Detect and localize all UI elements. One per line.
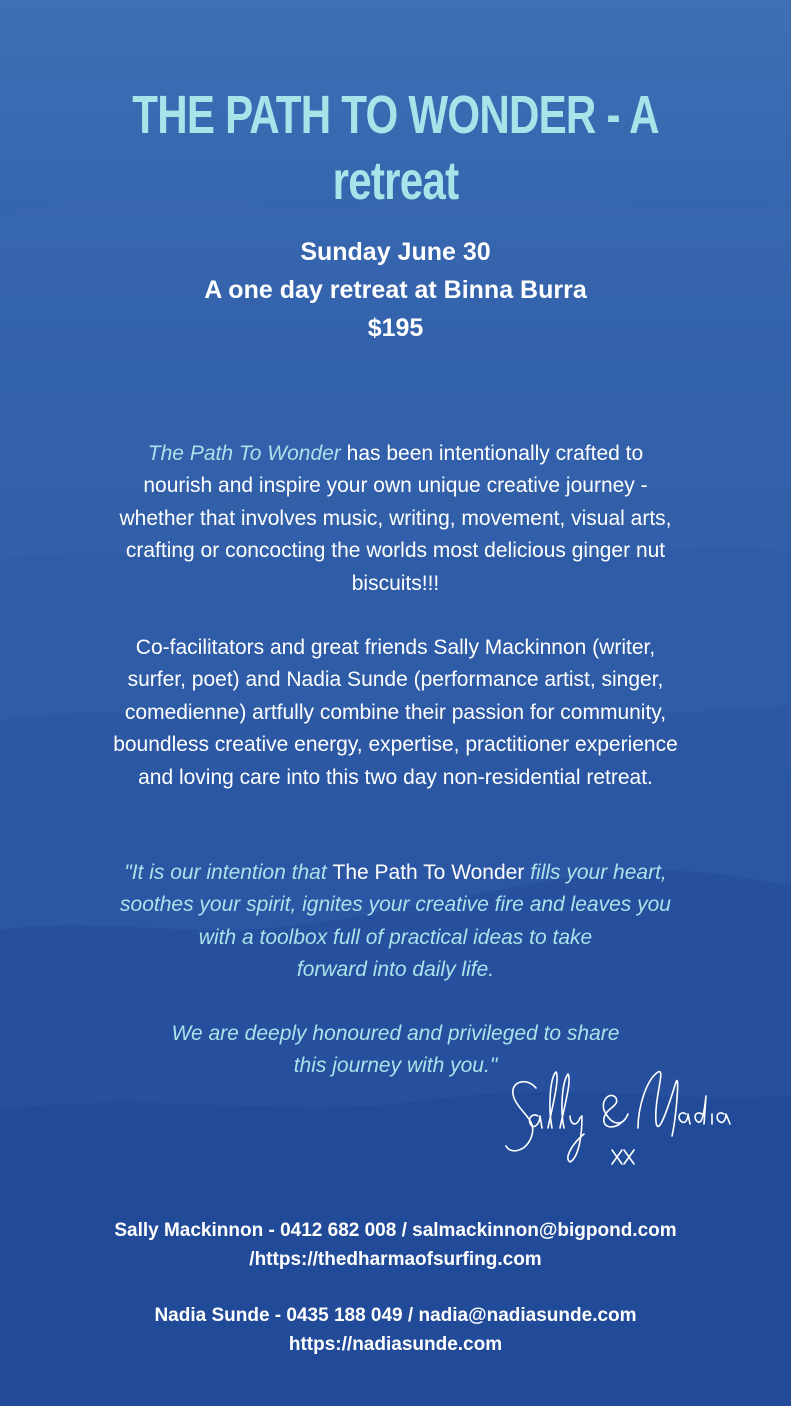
event-details [0,233,791,347]
sally-website-link[interactable]: /https://thedharmaofsurfing.com [249,1249,542,1270]
event-description: A one day retreat at Binna Burra [204,276,587,304]
quote-line: this journey with you." [293,1054,498,1078]
page-title: THE PATH TO WONDER - A retreat [132,85,659,211]
intro-line: whether that involves music, writing, movement, visual arts, [119,506,672,530]
facilitators-line: Co-facilitators and great friends Sally Mackinnon (writer, [135,636,656,659]
quote-line: We are deeply honoured and privileged to share [171,1022,620,1045]
nadia-contact [0,1301,791,1359]
intro-line: crafting or concocting the worlds most delicious ginger nut [125,539,666,563]
facilitators-line: surfer, poet) and Nadia Sunde (performance artist, singer, [127,668,664,692]
quote-line: "It is our intention that The Path To Wonder fills your heart, [124,861,667,884]
retreat-name: The Path To Wonder [147,442,341,465]
nadia-phone-email: Nadia Sunde - 0435 188 049 / nadia@nadiasunde.com [154,1305,637,1326]
nadia-website-link[interactable]: https://nadiasunde.com [288,1334,503,1355]
event-price: $195 [367,314,424,342]
intro-line: biscuits!!! [351,571,440,595]
facilitators-paragraph [70,632,721,794]
intro-line: The Path To Wonder has been intentionally crafted to [147,442,644,465]
intention-quote [70,857,721,987]
event-date: Sunday June 30 [300,238,491,266]
facilitators-line: comedienne) artfully combine their passion for community, [124,700,667,724]
facilitators-line: and loving care into this two day non-residential retreat. [138,765,653,789]
retreat-name: The Path To Wonder [332,861,525,884]
facilitators-line: boundless creative energy, expertise, practitioner experience [113,733,678,757]
intro-line: nourish and inspire your own unique creative journey - [143,474,648,498]
intro-paragraph [70,438,721,600]
sally-phone-email: Sally Mackinnon - 0412 682 008 / salmackinnon@bigpond.com [114,1220,677,1241]
signature [498,1058,748,1178]
quote-line: forward into daily life. [296,958,495,982]
quote-line: soothes your spirit, ignites your creative fire and leaves you [120,893,671,917]
sally-contact [0,1216,791,1274]
quote-line: with a toolbox full of practical ideas to take [198,925,593,949]
